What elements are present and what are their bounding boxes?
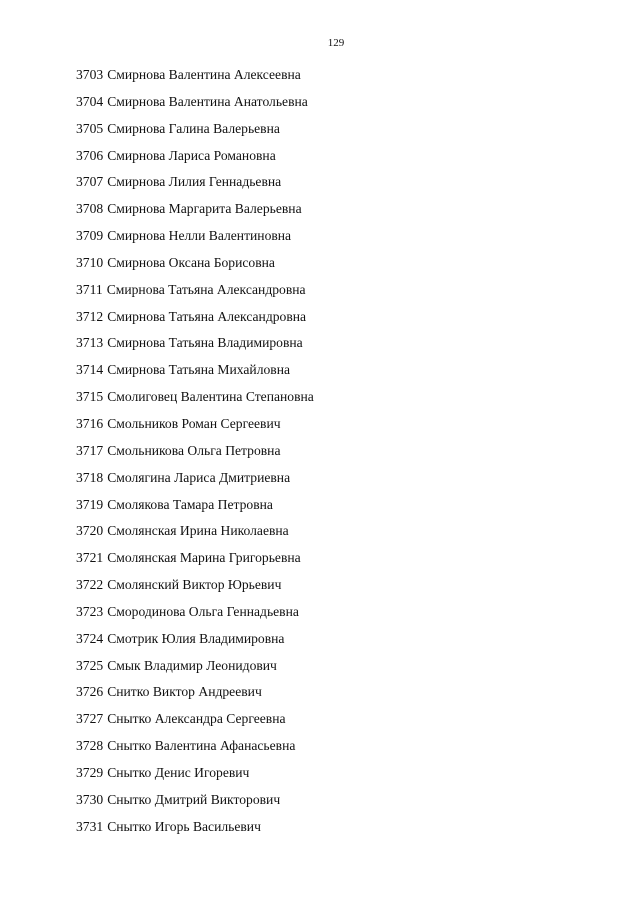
entry-number: 3728 <box>76 738 104 754</box>
list-item <box>76 359 314 386</box>
entry-name: Смольников Роман Сергеевич <box>107 415 281 431</box>
list-item <box>76 735 314 762</box>
entry-name: Смотрик Юлия Владимировна <box>107 630 285 646</box>
entry-name: Смолянская Марина Григорьевна <box>107 550 301 566</box>
entry-name: Смирнова Оксана Борисовна <box>107 254 275 270</box>
entry-name: Смолякова Тамара Петровна <box>107 496 273 512</box>
entry-name: Смольникова Ольга Петровна <box>107 442 281 458</box>
entry-number: 3714 <box>76 362 104 378</box>
entry-number: 3721 <box>76 550 104 566</box>
list-item <box>76 171 314 198</box>
entry-number: 3717 <box>76 442 104 458</box>
list-item <box>76 467 314 494</box>
list-item <box>76 252 314 279</box>
list-item <box>76 708 314 735</box>
entry-name: Смирнова Татьяна Владимировна <box>107 335 303 351</box>
entry-number: 3731 <box>76 818 104 834</box>
list-item <box>76 279 314 306</box>
entry-number: 3726 <box>76 684 104 700</box>
entry-number: 3703 <box>76 67 104 82</box>
entry-number: 3720 <box>76 523 104 539</box>
list-item <box>76 118 314 145</box>
list-item <box>76 91 314 118</box>
entry-number: 3730 <box>76 791 104 807</box>
entry-name: Снитко Виктор Андреевич <box>107 684 262 700</box>
entry-number: 3708 <box>76 201 104 217</box>
list-item <box>76 145 314 172</box>
list-item <box>76 413 314 440</box>
entry-number: 3715 <box>76 389 104 405</box>
list-item <box>76 601 314 628</box>
entry-number: 3722 <box>76 577 104 593</box>
list-item <box>76 547 314 574</box>
entry-name: Смолиговец Валентина Степановна <box>107 389 314 405</box>
list-item <box>76 494 314 521</box>
entry-name: Снытко Дмитрий Викторович <box>107 791 281 807</box>
list-item <box>76 306 314 333</box>
entry-number: 3704 <box>76 93 104 109</box>
entry-number: 3709 <box>76 228 104 244</box>
list-item <box>76 816 314 843</box>
entry-number: 3707 <box>76 174 104 190</box>
entry-name: Снытко Игорь Васильевич <box>107 818 261 834</box>
entry-name: Смолягина Лариса Дмитриевна <box>107 469 291 485</box>
entry-number: 3706 <box>76 147 104 163</box>
entry-name: Смирнова Лариса Романовна <box>107 147 276 163</box>
list-item <box>76 332 314 359</box>
list-item <box>76 762 314 789</box>
page-number: 129 <box>327 37 345 49</box>
entry-name: Смирнова Татьяна Александровна <box>107 308 307 324</box>
entry-number: 3710 <box>76 254 104 270</box>
entry-name: Смык Владимир Леонидович <box>107 657 277 673</box>
entry-list <box>76 64 314 842</box>
entry-number: 3727 <box>76 711 104 727</box>
list-item <box>76 386 314 413</box>
entry-name: Смирнова Галина Валерьевна <box>107 120 280 136</box>
entry-name: Снытко Валентина Афанасьевна <box>107 738 296 754</box>
entry-number: 3725 <box>76 657 104 673</box>
entry-number: 3718 <box>76 469 104 485</box>
list-item <box>76 520 314 547</box>
entry-number: 3729 <box>76 764 104 780</box>
entry-name: Смирнова Нелли Валентиновна <box>107 228 292 244</box>
entry-number: 3713 <box>76 335 104 351</box>
list-item <box>76 655 314 682</box>
entry-number: 3716 <box>76 415 104 431</box>
list-item <box>76 225 314 252</box>
entry-name: Смирнова Валентина Анатольевна <box>107 93 308 109</box>
entry-name: Смородинова Ольга Геннадьевна <box>107 603 299 619</box>
entry-name: Смирнова Лилия Геннадьевна <box>107 174 282 190</box>
entry-number: 3705 <box>76 120 104 136</box>
entry-name: Снытко Денис Игоревич <box>107 764 250 780</box>
entry-name: Смолянская Ирина Николаевна <box>107 523 289 539</box>
entry-name: Смирнова Татьяна Михайловна <box>107 362 291 378</box>
entry-number: 3723 <box>76 603 104 619</box>
list-item <box>76 628 314 655</box>
entry-number: 3724 <box>76 630 104 646</box>
entry-number: 3719 <box>76 496 104 512</box>
list-item <box>76 681 314 708</box>
list-item <box>76 440 314 467</box>
entry-name: Смирнова Маргарита Валерьевна <box>107 201 302 217</box>
list-item <box>76 198 314 225</box>
entry-number: 3711 <box>76 281 103 297</box>
list-item <box>76 64 314 91</box>
entry-name: Смирнова Татьяна Александровна <box>106 281 306 297</box>
entry-number: 3712 <box>76 308 104 324</box>
list-item <box>76 789 314 816</box>
entry-name: Смолянский Виктор Юрьевич <box>107 577 282 593</box>
entry-name: Смирнова Валентина Алексеевна <box>107 67 301 82</box>
entry-name: Снытко Александра Сергеевна <box>107 711 286 727</box>
list-item <box>76 574 314 601</box>
